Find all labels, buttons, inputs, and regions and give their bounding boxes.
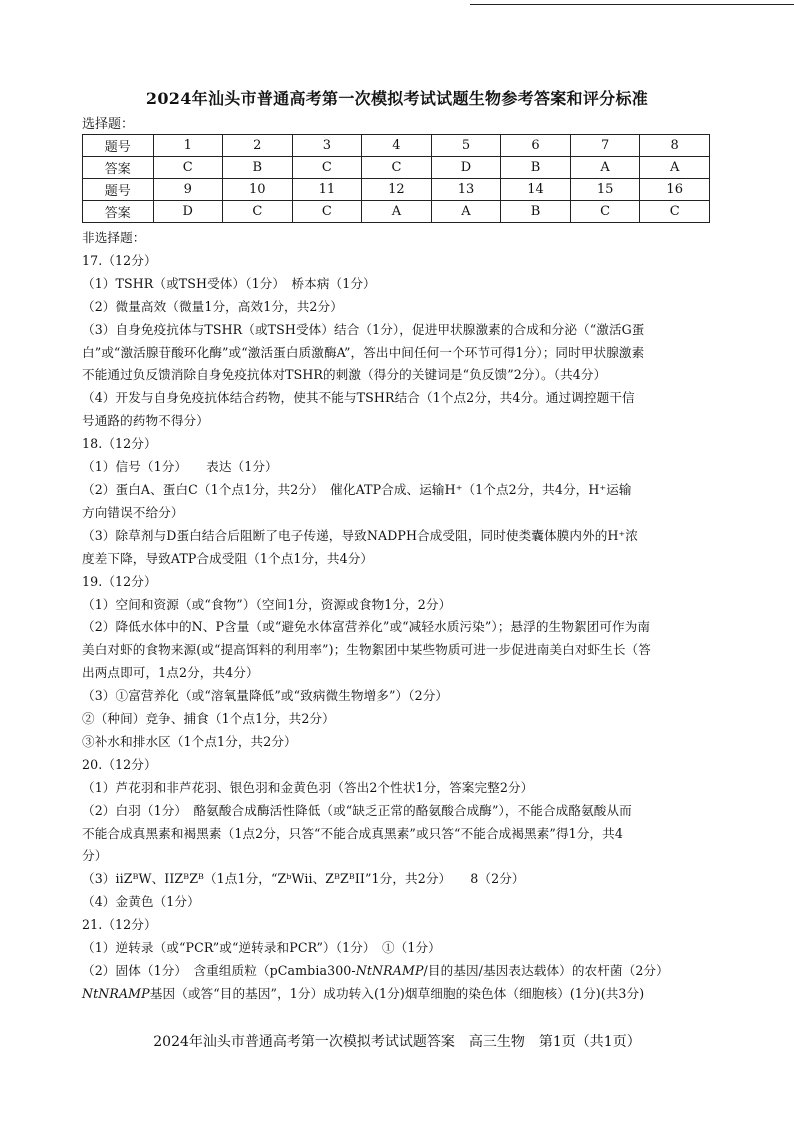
- mc-section-label: 选择题：: [82, 117, 135, 132]
- text-line: 17.（12分）: [82, 252, 157, 268]
- table-cell: 6: [501, 135, 571, 157]
- table-cell: 2: [223, 135, 293, 157]
- table-cell: 答案: [83, 201, 154, 223]
- table-cell: C: [640, 201, 710, 223]
- top-border-line: [470, 4, 794, 5]
- nonmc-section-label: 非选择题：: [82, 230, 146, 245]
- text-line: 19.（12分）: [82, 573, 157, 589]
- table-cell: 题号: [83, 179, 154, 201]
- table-cell: D: [431, 157, 501, 179]
- table-cell: A: [431, 201, 501, 223]
- answer-sheet: [82, 86, 712, 1006]
- table-cell: 12: [362, 179, 432, 201]
- table-cell: 4: [362, 135, 432, 157]
- text-line: 度差下降，导致ATP合成受阻（1个点1分，共4分）: [82, 550, 374, 566]
- table-cell: 1: [153, 135, 223, 157]
- text-line: （3）除草剂与D蛋白结合后阻断了电子传递，导致NADPH合成受阻，同时使类囊体膜内外的H⁺浓: [82, 527, 638, 543]
- table-cell: C: [292, 201, 362, 223]
- text-line: （3）iiZᴮW、IIZᴮZᴮ（1点1分，“ZᵇWii、ZᴮZᴮII”1分，共2分） 8（2分）: [82, 871, 525, 887]
- table-cell: A: [640, 157, 710, 179]
- table-cell: 13: [431, 179, 501, 201]
- text-line: （3）自身免疫抗体与TSHR（或TSH受体）结合（1分），促进甲状腺激素的合成和分泌（“激活G蛋: [82, 321, 645, 337]
- table-cell: 11: [292, 179, 362, 201]
- table-cell: A: [362, 201, 432, 223]
- table-cell: C: [570, 201, 640, 223]
- table-row: [83, 157, 710, 179]
- table-cell: 16: [640, 179, 710, 201]
- text-line: （2）微量高效（微量1分，高效1分，共2分）: [82, 298, 343, 314]
- text-line: （4）金黄色（1分）: [82, 894, 200, 910]
- page-footer: 2024年汕头市普通高考第一次模拟考试试题答案 高三生物 第1页（共1页）: [153, 1034, 641, 1050]
- text-line: （1）逆转录（或“PCR”或“逆转录和PCR”）（1分） ①（1分）: [82, 940, 441, 956]
- table-cell: 9: [153, 179, 223, 201]
- table-cell: 7: [570, 135, 640, 157]
- table-cell: B: [223, 157, 293, 179]
- table-cell: B: [501, 201, 571, 223]
- table-cell: D: [153, 201, 223, 223]
- text-line-q21-2: [82, 960, 712, 983]
- text-line: （1）芦花羽和非芦花羽、银色羽和金黄色羽（答出2个性状1分，答案完整2分）: [82, 779, 534, 795]
- table-cell: C: [223, 201, 293, 223]
- table-cell: 14: [501, 179, 571, 201]
- text-line: 20.（12分）: [82, 756, 157, 772]
- text-line: 方向错误不给分）: [82, 504, 184, 520]
- gene-name-italic: NtNRAMP: [82, 985, 150, 1001]
- text-line: 21.（12分）: [82, 917, 157, 933]
- table-row: [83, 135, 710, 157]
- text-line: 出两点即可，1点2分，共4分）: [82, 665, 259, 681]
- answer-body: [82, 250, 712, 1006]
- text-segment: /目的基因/基因表达载体）的农杆菌（2分）: [423, 963, 669, 978]
- table-cell: 15: [570, 179, 640, 201]
- table-cell: A: [570, 157, 640, 179]
- text-line: 号通路的药物不得分）: [82, 413, 209, 429]
- text-line: （1）空间和资源（或“食物”）（空间1分，资源或食物1分，2分）: [82, 596, 452, 612]
- text-line: 18.（12分）: [82, 436, 157, 452]
- table-row: [83, 201, 710, 223]
- text-line: 白”或“激活腺苷酸环化酶”或“激活蛋白质激酶A”，答出中间任何一个环节可得1分）；同时甲状腺激素: [82, 344, 645, 360]
- table-cell: 10: [223, 179, 293, 201]
- text-line: （2）白羽（1分） 酪氨酸合成酶活性降低（或“缺乏正常的酪氨酸合成酶”），不能合成酪氨酸从而: [82, 802, 632, 818]
- text-segment: （2）固体（1分） 含重组质粒（pCambia300-: [82, 963, 356, 978]
- table-row: [83, 179, 710, 201]
- table-cell: 答案: [83, 157, 154, 179]
- table-cell: C: [292, 157, 362, 179]
- text-line: 不能通过负反馈消除自身免疫抗体对TSHR的刺激（得分的关键词是“负反馈”2分）。（共4分）: [82, 367, 607, 383]
- text-line: （3）①富营养化（或“溶氧量降低”或“致病微生物增多”）（2分）: [82, 688, 449, 704]
- table-cell: 5: [431, 135, 501, 157]
- table-cell: 题号: [83, 135, 154, 157]
- table-cell: B: [501, 157, 571, 179]
- text-line: （2）蛋白A、蛋白C（1个点1分，共2分） 催化ATP合成、运输H⁺（1个点2分，共4分，H⁺运输: [82, 481, 632, 497]
- page-title: 2024年汕头市普通高考第一次模拟考试试题生物参考答案和评分标准: [145, 89, 649, 108]
- table-cell: 8: [640, 135, 710, 157]
- text-line: （1）信号（1分） 表达（1分）: [82, 459, 278, 475]
- text-line: ②（种间）竞争、捕食（1个点1分，共2分）: [82, 711, 335, 727]
- text-line: 美白对虾的食物来源(或“提高饵料的利用率”)；生物絮团中某些物质可进一步促进南美白对虾生长（答: [82, 642, 651, 658]
- answer-table: [82, 134, 710, 223]
- text-line: 不能合成真黑素和褐黑素（1点2分，只答“不能合成真黑素”或只答“不能合成褐黑素”得1分，共4: [82, 825, 623, 841]
- text-segment: 基因（或答“目的基因”，1分）成功转入(1分)烟草细胞的染色体（细胞核）(1分)(共3分): [149, 985, 645, 1001]
- text-line: （1）TSHR（或TSH受体）（1分） 桥本病（1分）: [82, 275, 376, 291]
- table-cell: C: [153, 157, 223, 179]
- table-cell: 3: [292, 135, 362, 157]
- text-line: （2）降低水体中的N、P含量（或“避免水体富营养化”或“减轻水质污染”）；悬浮的生物絮团可作为南: [82, 619, 651, 635]
- text-line-q21-2-cont: [82, 983, 712, 1006]
- table-cell: C: [362, 157, 432, 179]
- gene-name-italic: NtNRAMP: [355, 963, 424, 978]
- text-line: ③补水和排水区（1个点1分，共2分）: [82, 733, 297, 749]
- text-line: （4）开发与自身免疫抗体结合药物，使其不能与TSHR结合（1个点2分，共4分。通过调控题干信: [82, 390, 635, 406]
- text-line: 分）: [82, 848, 108, 864]
